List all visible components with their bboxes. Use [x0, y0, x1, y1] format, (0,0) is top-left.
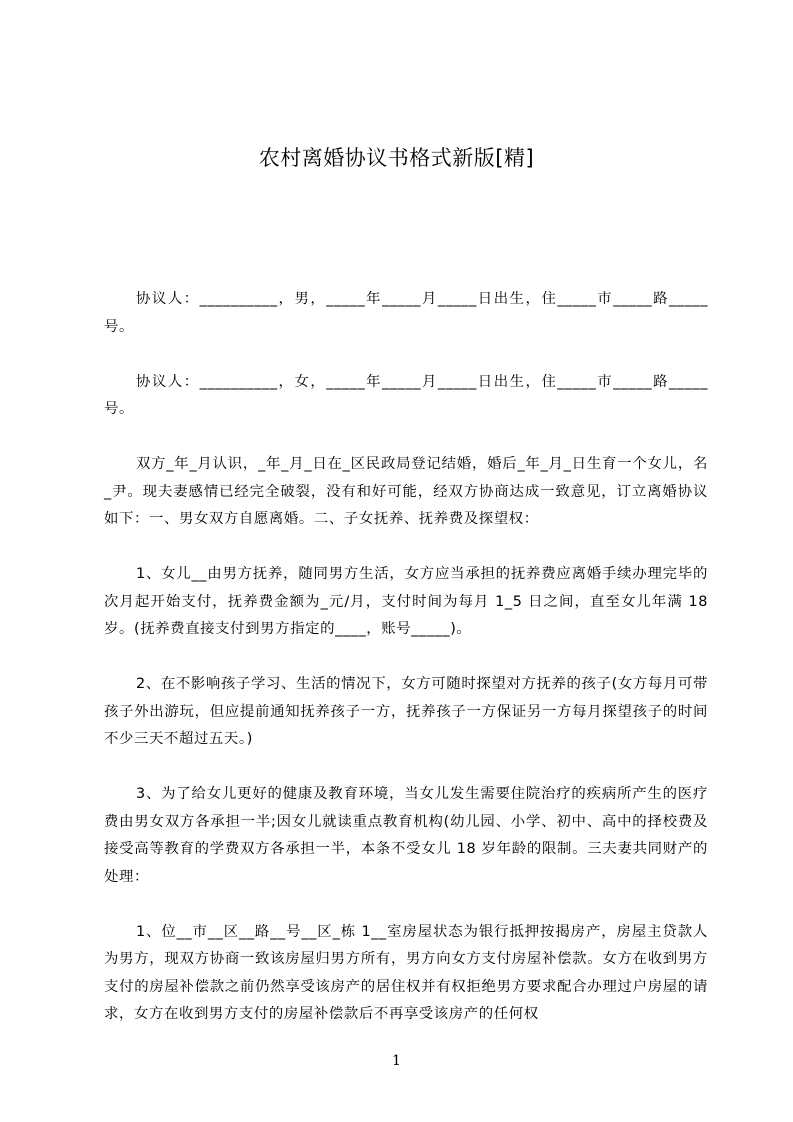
paragraph-child-support: 1、女儿__由男方抚养，随同男方生活，女方应当承担的抚养费应离婚手续办理完毕的次月起开始支付，抚养费金额为_元/月，支付时间为每月 1_5 日之间，直至女儿年满 18 岁。(抚养费直接支付到男方指定的____，账号_____)。 [104, 566, 708, 637]
page-number: 1 [392, 1053, 401, 1069]
document-body [104, 286, 708, 1056]
paragraph-property: 1、位__市__区__路__号__区_栋 1__室房屋状态为银行抵押按揭房产，房屋主贷款人为男方，现双方协商一致该房屋归男方所有，男方向女方支付房屋补偿款。女方在收到男方支付的房屋补偿款之前仍然享受该房产的居住权并有权拒绝男方要求配合办理过户房屋的请求，女方在收到男方支付的房屋补偿款后不再享受该房产的任何权 [104, 923, 708, 1022]
paragraph-background: 双方_年_月认识，_年_月_日在_区民政局登记结婚，婚后_年_月_日生育一个女儿，名_尹。现夫妻感情已经完全破裂，没有和好可能，经双方协商达成一致意见，订立离婚协议如下：一、男女双方自愿离婚。二、子女抚养、抚养费及探望权： [104, 456, 708, 527]
paragraph-medical-education: 3、为了给女儿更好的健康及教育环境，当女儿发生需要住院治疗的疾病所产生的医疗费由男女双方各承担一半;因女儿就读重点教育机构(幼儿园、小学、初中、高中的择校费及接受高等教育的学费双方各承担一半，本条不受女儿 18 岁年龄的限制。三夫妻共同财产的处理： [104, 786, 708, 885]
paragraph-visitation: 2、在不影响孩子学习、生活的情况下，女方可随时探望对方抚养的孩子(女方每月可带孩子外出游玩，但应提前通知抚养孩子一方，抚养孩子一方保证另一方每月探望孩子的时间不少三天不超过五天。) [104, 676, 708, 747]
paragraph-party-male: 协议人：__________，男，_____年_____月_____日出生，住_____市_____路_____号。 [104, 291, 708, 335]
document-title: 农村离婚协议书格式新版[精] [258, 146, 535, 170]
paragraph-party-female: 协议人：__________，女，_____年_____月_____日出生，住_____市_____路_____号。 [104, 373, 708, 417]
